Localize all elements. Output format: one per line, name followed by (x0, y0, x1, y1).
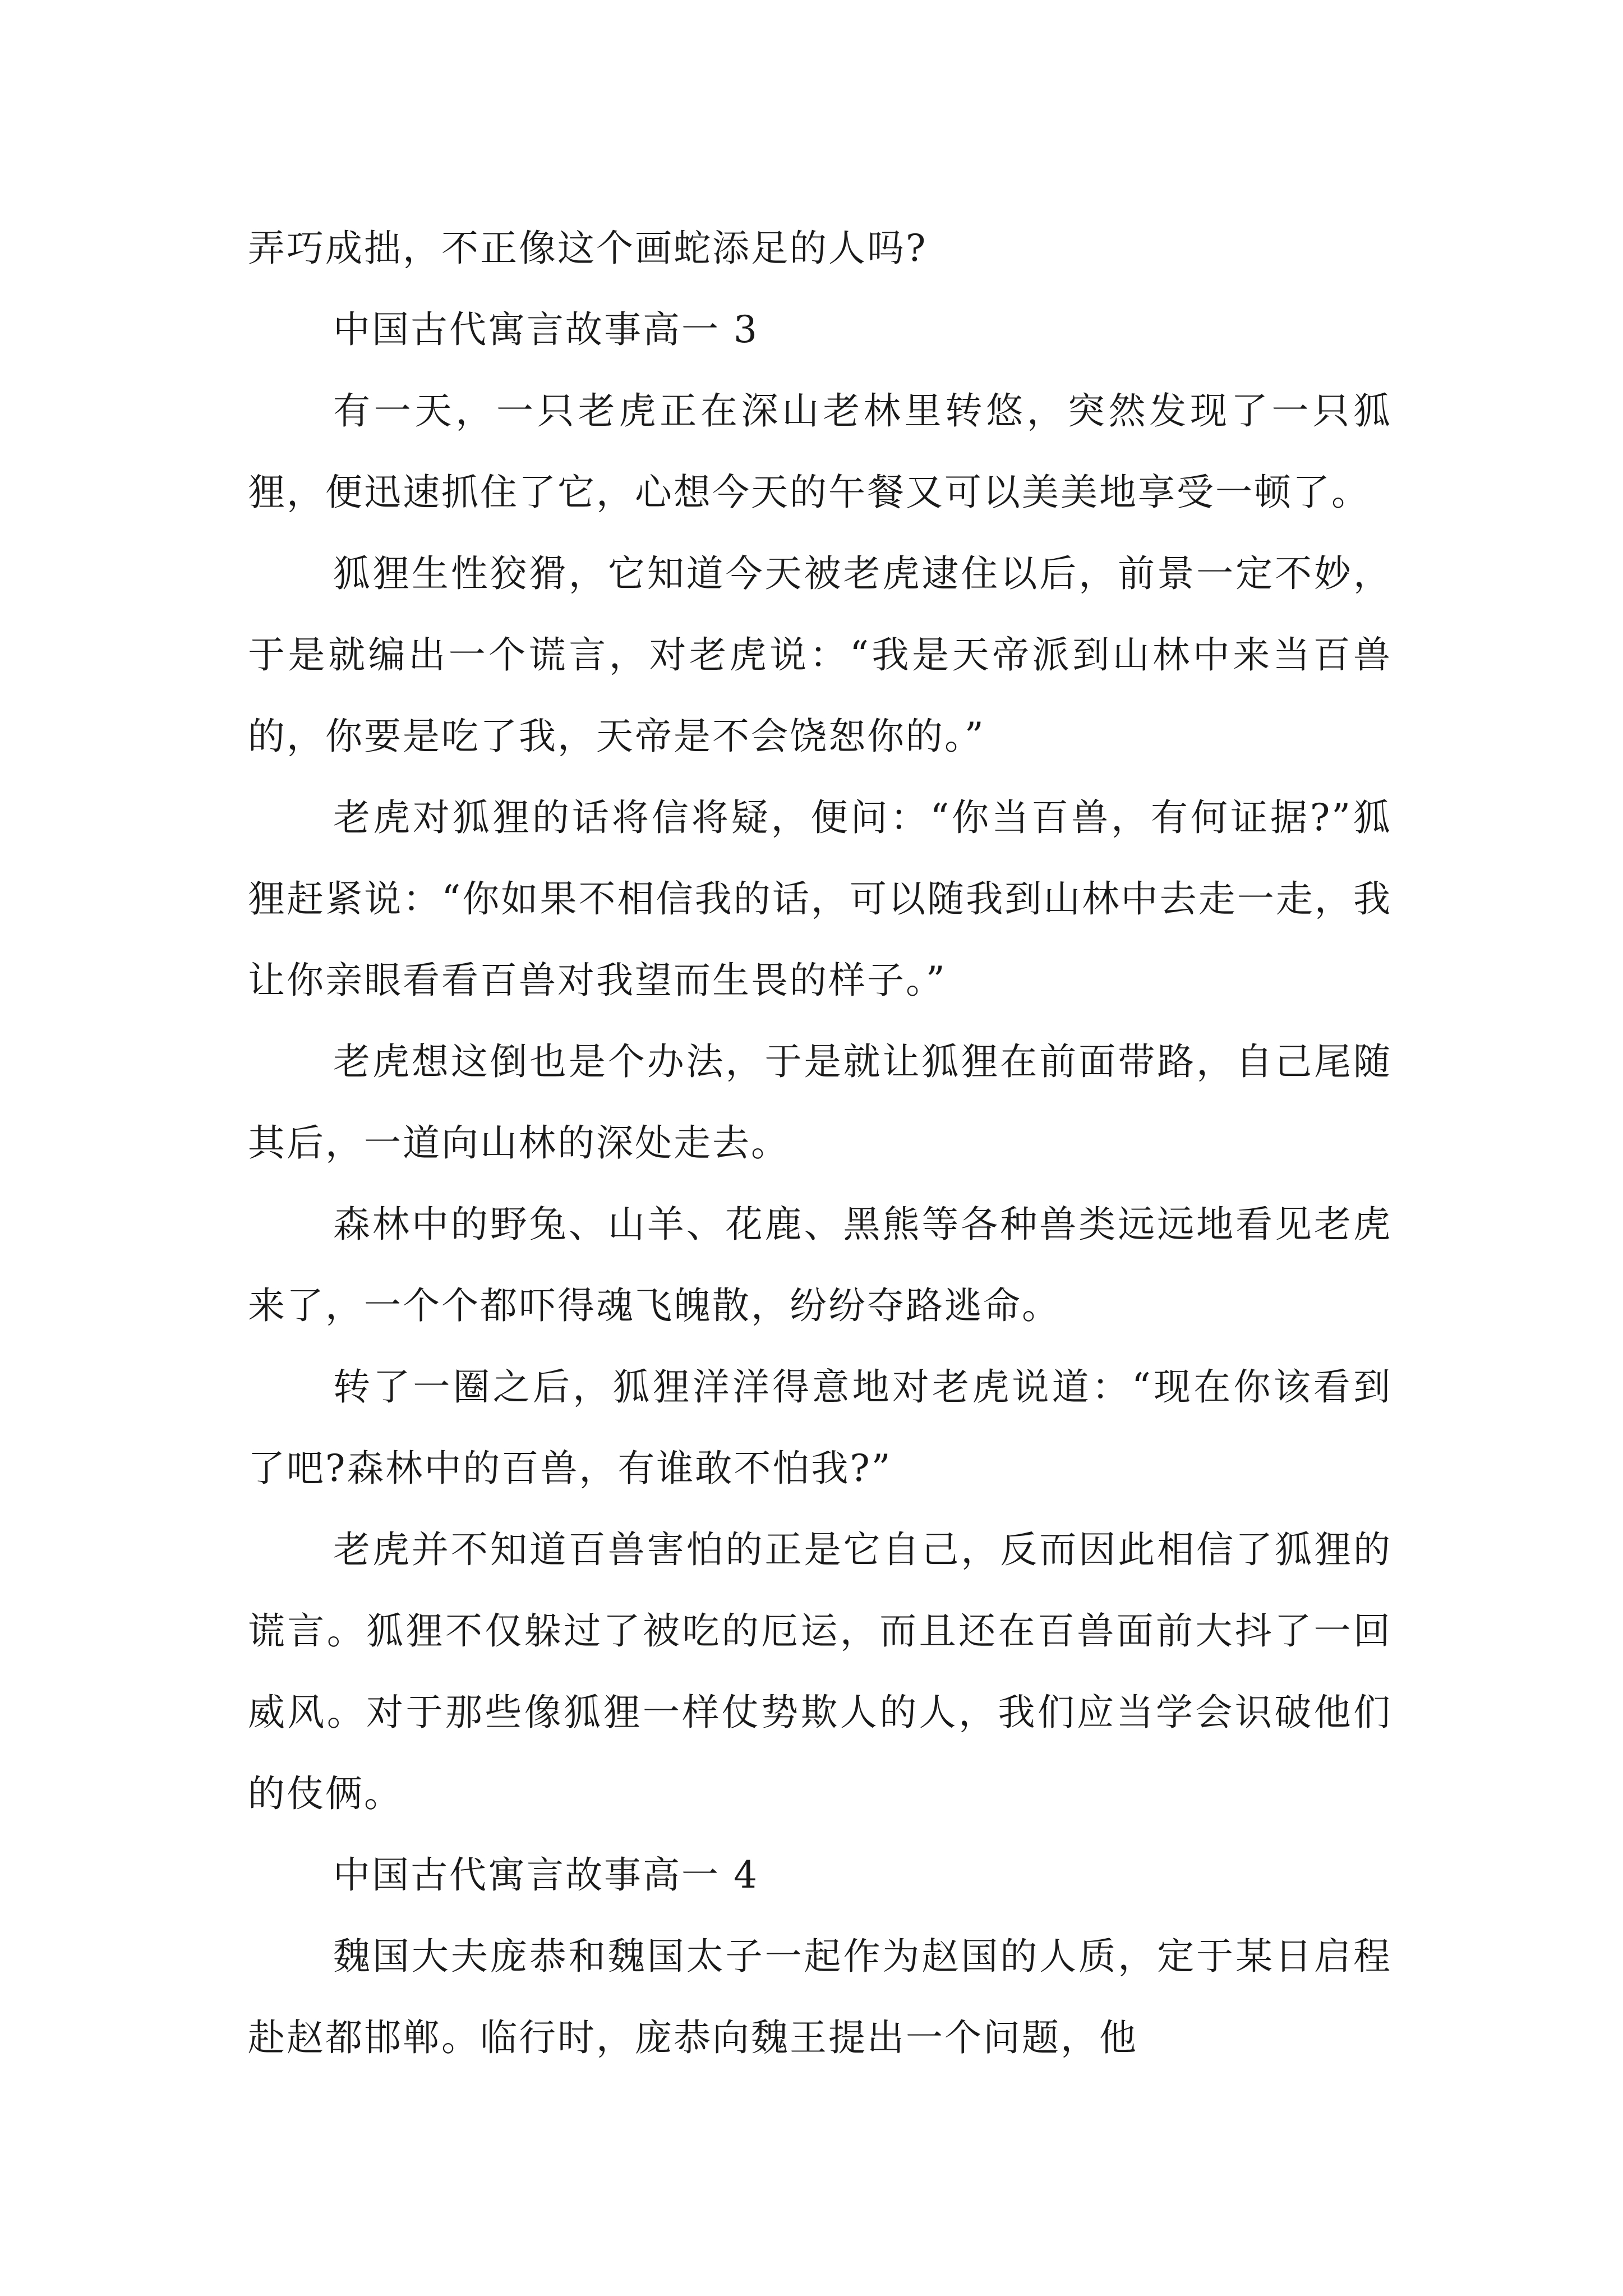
paragraph: 转了一圈之后，狐狸洋洋得意地对老虎说道：“现在你该看到了吧?森林中的百兽，有谁敢不怕我?” (248, 1365, 1392, 1490)
document-body (248, 208, 1392, 2078)
section-heading-4: 中国古代寓言故事高一 4 (333, 1853, 759, 1897)
section-heading-3: 中国古代寓言故事高一 3 (333, 308, 759, 351)
paragraph-continuation: 弄巧成拙，不正像这个画蛇添足的人吗? (248, 227, 928, 270)
paragraph: 老虎并不知道百兽害怕的正是它自己，反而因此相信了狐狸的谎言。狐狸不仅躲过了被吃的厄运，而且还在百兽面前大抖了一回威风。对于那些像狐狸一样仗势欺人的人，我们应当学会识破他们的伎俩。 (248, 1528, 1392, 1815)
paragraph: 森林中的野兔、山羊、花鹿、黑熊等各种兽类远远地看见老虎来了，一个个都吓得魂飞魄散，纷纷夺路逃命。 (248, 1203, 1392, 1327)
paragraph: 老虎对狐狸的话将信将疑，便问：“你当百兽，有何证据?”狐狸赶紧说：“你如果不相信我的话，可以随我到山林中去走一走，我让你亲眼看看百兽对我望而生畏的样子。” (248, 796, 1392, 1002)
paragraph: 狐狸生性狡猾，它知道今天被老虎逮住以后，前景一定不妙，于是就编出一个谎言，对老虎说：“我是天帝派到山林中来当百兽的，你要是吃了我，天帝是不会饶恕你的。” (248, 552, 1392, 758)
paragraph: 老虎想这倒也是个办法，于是就让狐狸在前面带路，自己尾随其后，一道向山林的深处走去。 (248, 1040, 1392, 1165)
paragraph: 魏国大夫庞恭和魏国太子一起作为赵国的人质，定于某日启程赴赵都邯郸。临行时，庞恭向魏王提出一个问题，他 (248, 1935, 1392, 2059)
paragraph: 有一天，一只老虎正在深山老林里转悠，突然发现了一只狐狸，便迅速抓住了它，心想今天的午餐又可以美美地享受一顿了。 (248, 389, 1392, 514)
